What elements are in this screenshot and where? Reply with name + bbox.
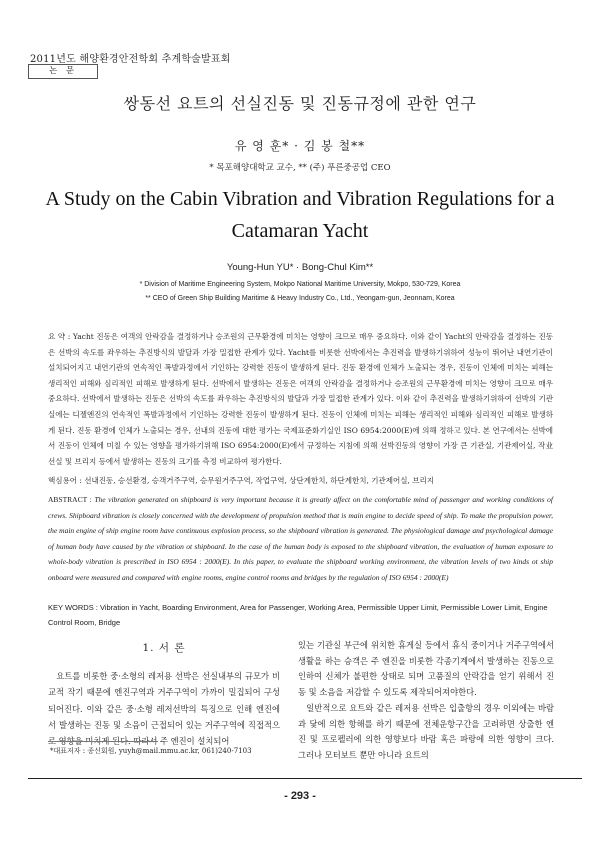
affiliation-english-1: * Division of Maritime Engineering System, Mokpo National Maritime University, Mokpo, 530-729, Korea bbox=[139, 281, 461, 288]
body-paragraph: 일반적으로 요트와 같은 레저용 선박은 입출항의 경우 이외에는 바람과 닻에 의한 항해를 하기 때문에 전체운항구간을 고려하면 상출한 엔진 및 프로펠러에 의한 영향보다 바람 혹은 파랑에 의한 영향이 크다. 그러나 모터보트 뿐만 아니라 요트의 bbox=[298, 702, 554, 760]
title-english: A Study on the Cabin Vibration and Vibration Regulations for a Catamaran Yacht bbox=[45, 188, 555, 242]
affiliation-english-2: ** CEO of Green Ship Building Maritime & Heavy Industry Co., Ltd., Yeongam-gun, Jeonnam, Korea bbox=[145, 295, 455, 302]
body-paragraph: 있는 기관실 부근에 위치한 휴게실 등에서 휴식 중이거나 거주구역에서 생활을 하는 승객은 주 엔진을 비롯한 각종기계에서 발생하는 진동으로 인하여 신체가 불편한 상태로 되며 고품질의 안락감을 얻기 위해서 진동 및 소음을 저감할 수 있도록 제작되어져야한다. bbox=[298, 640, 554, 698]
abstract-english bbox=[48, 492, 553, 585]
keywords-english bbox=[48, 600, 553, 630]
abstract-english-text: The vibration generated on shipboard is very important because it is greatly affect on the comfortable mind of passenger and working conditions of crews. Shipboard vibration is closely concerned with the development of propulsion method that is main engine to decide speed of ship. To make the propulsion power, the main engine of ship engine room have continuous explosion process, so the shipboard vibration is generated. The physiological damage and psychological damage of human body have caused by the vibration ot shipboard. In the case of the human body is exposed to the shipboard vibration, the evaluation of human exposure to whole-body vibration is prescribed in ISO 6954 : 2000(E). In this paper, to evaluate the shipboard working environment, the vibration levels of two kinds ot ship onboard were measured and compared with engine rooms, engine control rooms and bridges by the regulation of ISO 6954 : 2000(E) bbox=[48, 495, 554, 582]
page-divider bbox=[28, 778, 582, 779]
affiliation-korean: * 목포해양대학교 교수, ** (주) 푸른중공업 CEO bbox=[209, 163, 391, 173]
category-tag: 논 문 bbox=[28, 64, 98, 79]
keywords-english-text: Vibration in Yacht, Boarding Environment, Area for Passenger, Working Area, Permissible Upper Limit, Permissible Lower Limit, Engine Control Room, Bridge bbox=[48, 603, 548, 627]
body-paragraph: 요트를 비롯한 중·소형의 레저용 선박은 선실내부의 규모가 비교적 작기 때문에 엔진구역과 거주구역이 가까이 밀집되어 구성되어진다. 이와 같은 중·소형 레저선박의 특징으로 인해 엔진에서 발생하는 진동 및 소음이 근접되어 있는 거주구역에 직접적으로 영향을 미치게 된다. 따라서 주 엔진이 설치되어 bbox=[48, 671, 280, 747]
authors-korean: 유 영 훈* · 김 봉 철** bbox=[234, 139, 366, 153]
page-number: - 293 - bbox=[284, 790, 316, 802]
section-heading: 1. 서 론 bbox=[142, 642, 186, 654]
abstract-korean-label: 요 약 : bbox=[48, 332, 71, 341]
keywords-english-label: KEY WORDS : bbox=[48, 603, 98, 612]
abstract-korean-text: Yacht 진동은 여객의 안락감을 결정하거나 승조원의 근무환경에 미치는 영향이 크므로 매우 중요하다. 이와 같이 Yacht의 안락감을 결정하는 진동은 선박의 속도를 좌우하는 추진방식의 발달과 가장 밀접한 관계가 있다. Yacht를 비롯한 선박에서는 추진력을 발생하기위하여 성능이 뛰어난 내연기관이 설치되어지고 내연기관의 연속적인 폭발과정에서 기인하는 강력한 진동이 발생하게 된다. 진동 환경에 인체가 노출되는 경우, 진동이 인체에 미치는 피해는 생리적인 피해와 심리적인 피해로 발생하게 된다. 선박에서 발생하는 진동은 여객의 안락감을 결정하거나 승조원의 근무환경에 미치는 영향이 크므로 매우 중요하다. 선박에서 발생하는 진동은 선박의 속도를 좌우하는 추진방식의 발달과 가장 밀접한 관계가 있다. 이와 같이 추진력을 발생하기위하여 선박의 기관실에는 디젤엔진의 연속적인 폭발과정에서 기인하는 강력한 진동이 발생하게 된다. 진동이 인체에 미치는 피해는 생리적인 피해와 심리적인 피해로 발생하게 된다. 진동 환경에 인체가 노출되는 경우, 선내의 진동에 대한 평가는 국제표준화기실인 ISO 6954:2000(E)에 의해 정하고 있다. 본 연구에서는 선박에서 진동이 인체에 미칠 수 있는 영향을 평가하기위해 ISO 6954:2000(E)에서 규정하는 지침에 의해 선박진동의 영향이 가장 큰 기관실, 기관제어실, 작业선실 및 브리지 등에서 발생하는 진동의 크기를 측정 비교하여 평가한다. bbox=[48, 332, 553, 466]
keywords-korean-label: 핵심용어 : bbox=[48, 476, 82, 485]
authors-english: Young-Hun YU* · Bong-Chul Kim** bbox=[226, 262, 374, 273]
body-column-right bbox=[298, 638, 554, 764]
abstract-english-label: ABSTRACT : bbox=[48, 495, 92, 504]
title-korean: 쌍동선 요트의 선실진동 및 진동규정에 관한 연구 bbox=[123, 94, 477, 113]
keywords-korean bbox=[48, 475, 553, 486]
footnote-divider bbox=[48, 741, 158, 742]
abstract-korean bbox=[48, 329, 553, 469]
footnote: *대표저자 : 종신회원, yuyh@mail.mmu.ac.kr, 061)240-7103 bbox=[50, 747, 252, 755]
conference-header: 2011년도 해양환경안전학회 추계학술발표회 bbox=[30, 54, 231, 65]
keywords-korean-text: 선내진동, 승선환경, 승객거주구역, 승무원거주구역, 작업구역, 상단계한치, 하단계한치, 기관제어실, 브리지 bbox=[84, 476, 434, 485]
body-column-left bbox=[48, 640, 280, 749]
